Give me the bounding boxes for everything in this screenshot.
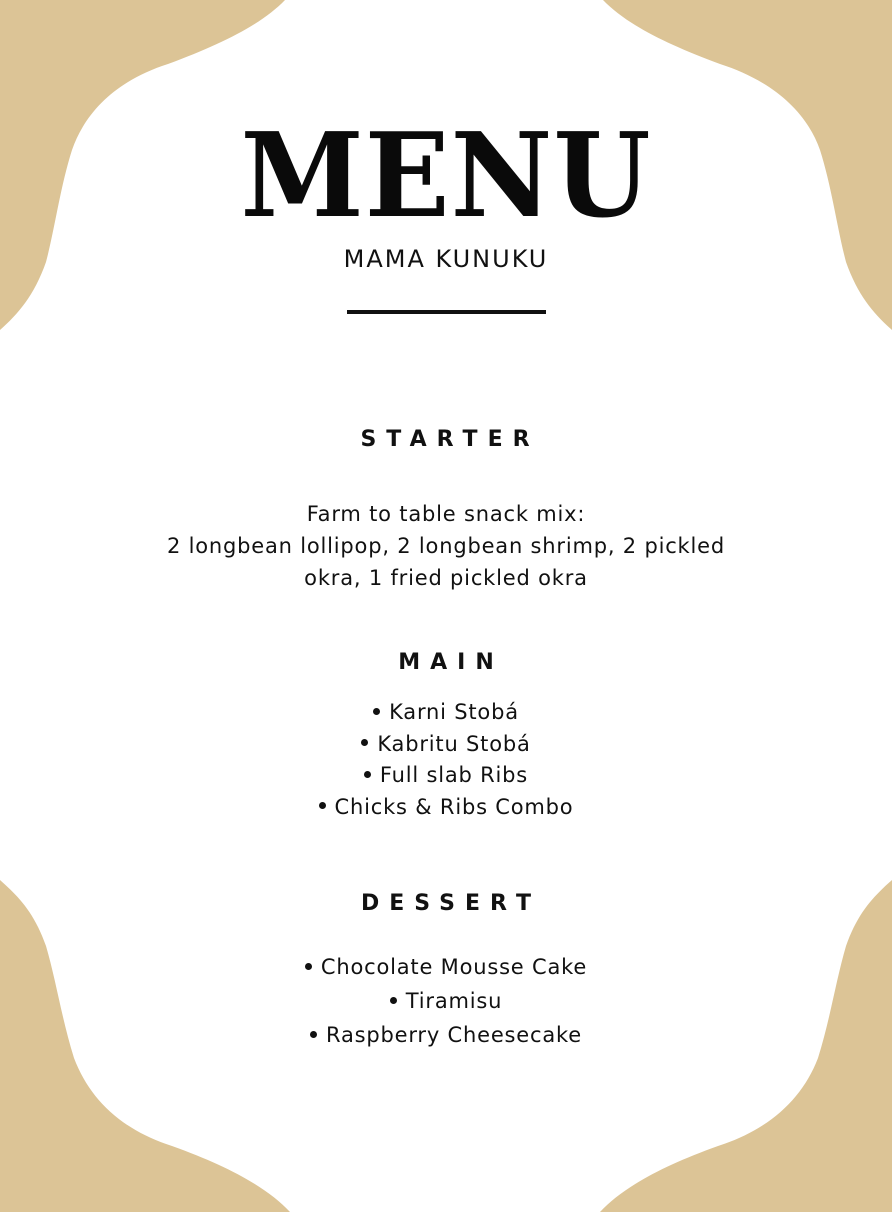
list-item <box>0 792 892 824</box>
bullet-icon <box>373 708 380 715</box>
list-item <box>0 760 892 792</box>
list-item <box>0 729 892 761</box>
starter-line: 2 longbean lollipop, 2 longbean shrimp, 2 pickled <box>166 534 726 558</box>
starter-line: Farm to table snack mix: <box>306 502 586 526</box>
bullet-icon <box>361 739 368 746</box>
list-item <box>0 984 892 1018</box>
bullet-icon <box>364 771 371 778</box>
main-items-list <box>0 697 892 823</box>
bullet-icon <box>390 997 397 1004</box>
main-item-label: Chicks & Ribs Combo <box>334 794 574 819</box>
restaurant-name: MAMA KUNUKU <box>343 245 549 273</box>
list-item <box>0 697 892 729</box>
list-item <box>0 1018 892 1052</box>
starter-heading: STARTER <box>360 427 540 452</box>
starter-line: okra, 1 fried pickled okra <box>304 566 588 590</box>
bullet-icon <box>319 802 326 809</box>
bullet-icon <box>310 1031 317 1038</box>
dessert-item-label: Tiramisu <box>405 989 503 1013</box>
main-item-label: Full slab Ribs <box>379 763 529 788</box>
list-item <box>0 950 892 984</box>
main-item-label: Karni Stobá <box>389 700 519 724</box>
bullet-icon <box>305 963 312 970</box>
dessert-item-label: Chocolate Mousse Cake <box>320 955 588 979</box>
starter-description <box>120 498 772 594</box>
main-heading: MAIN <box>398 650 504 675</box>
menu-title: MENU <box>240 108 652 244</box>
dessert-item-label: Raspberry Cheesecake <box>326 1023 582 1047</box>
main-item-label: Kabritu Stobá <box>377 731 531 756</box>
dessert-items-list <box>0 950 892 1052</box>
dessert-heading: DESSERT <box>361 891 541 916</box>
title-divider <box>347 310 546 314</box>
